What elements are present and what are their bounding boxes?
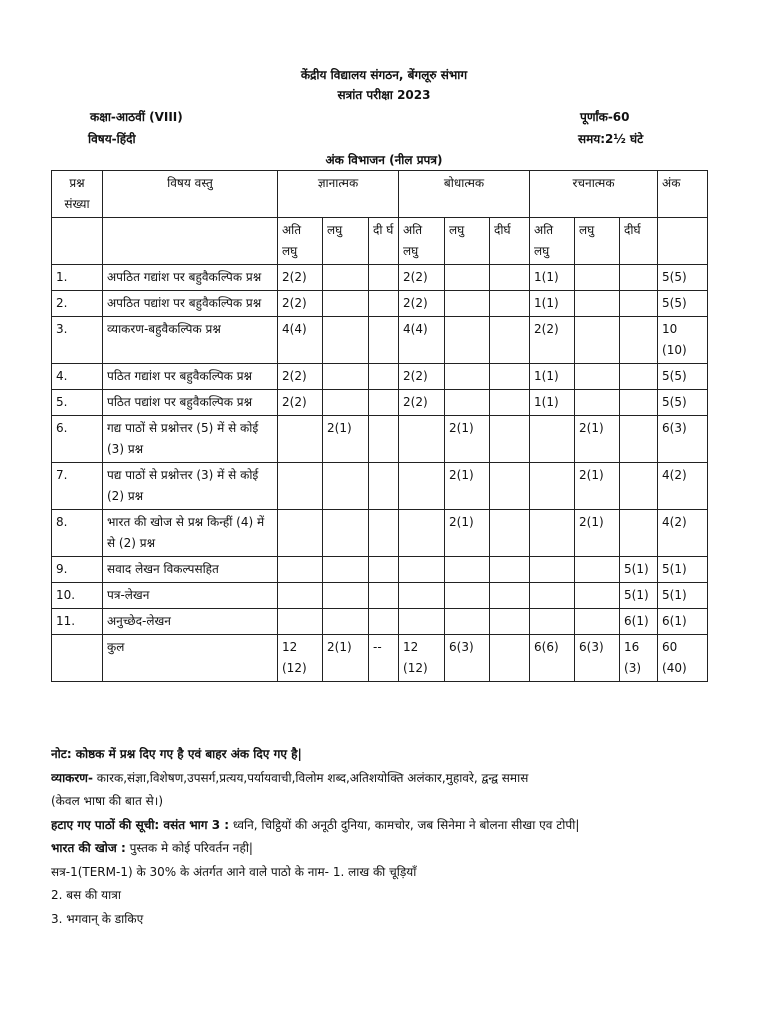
row-marks-cell: [490, 609, 530, 635]
table-row: [52, 291, 708, 317]
subheader-empty: [52, 218, 103, 265]
row-marks-cell: [490, 364, 530, 390]
row-marks-cell: 2(2): [278, 265, 323, 291]
row-marks-cell: [490, 557, 530, 583]
row-marks-cell: 2(2): [399, 364, 445, 390]
row-marks-cell: [530, 510, 575, 557]
row-marks-cell: [490, 583, 530, 609]
row-marks-cell: [369, 463, 399, 510]
row-marks-cell: [323, 557, 369, 583]
row-marks-cell: [278, 557, 323, 583]
row-total-marks: 5(1): [658, 557, 708, 583]
row-marks-cell: [278, 609, 323, 635]
row-total-marks: 10 (10): [658, 317, 708, 364]
row-number: 1.: [52, 265, 103, 291]
row-number: 3.: [52, 317, 103, 364]
row-number: 9.: [52, 557, 103, 583]
row-number: 4.: [52, 364, 103, 390]
header-creative: रचनात्मक: [530, 171, 658, 218]
row-content: पत्र-लेखन: [103, 583, 278, 609]
row-marks-cell: 2(1): [445, 416, 490, 463]
row-marks-cell: [490, 463, 530, 510]
row-marks-cell: [445, 583, 490, 609]
subheader-ati-laghu: अति लघु: [278, 218, 323, 265]
row-marks-cell: [530, 557, 575, 583]
row-marks-cell: [278, 583, 323, 609]
row-marks-cell: [278, 510, 323, 557]
row-marks-cell: [369, 317, 399, 364]
row-marks-cell: 2(1): [575, 510, 620, 557]
removed-line: [51, 816, 751, 840]
row-marks-cell: 6(1): [620, 609, 658, 635]
subheader-laghu: लघु: [445, 218, 490, 265]
table-header-row: [52, 171, 708, 218]
grammar-line: [51, 769, 751, 793]
row-marks-cell: [620, 265, 658, 291]
row-total-marks: 6(1): [658, 609, 708, 635]
row-marks-cell: [445, 291, 490, 317]
term-line: सत्र-1(TERM-1) के 30% के अंतर्गत आने वाले पाठो के नाम- 1. लाख की चूड़ियाँ: [51, 864, 417, 879]
row-marks-cell: [323, 390, 369, 416]
term-item-2: 2. बस की यात्रा: [51, 888, 121, 902]
row-marks-cell: [575, 291, 620, 317]
row-number: 5.: [52, 390, 103, 416]
row-marks-cell: 6(3): [575, 635, 620, 682]
row-marks-cell: [490, 510, 530, 557]
row-marks-cell: [399, 557, 445, 583]
table-row: [52, 635, 708, 682]
row-number: 10.: [52, 583, 103, 609]
row-marks-cell: 4(4): [278, 317, 323, 364]
row-marks-cell: [445, 364, 490, 390]
row-content: गद्य पाठों से प्रश्नोत्तर (5) में से कोई (3) प्रश्न: [103, 416, 278, 463]
row-marks-cell: 2(1): [323, 416, 369, 463]
removed-label: हटाए गए पाठों की सूची: वसंत भाग 3 :: [51, 817, 230, 832]
row-content: व्याकरण-बहुवैकल्पिक प्रश्न: [103, 317, 278, 364]
row-content: भारत की खोज से प्रश्न किन्हीं (4) में से (2) प्रश्न: [103, 510, 278, 557]
table-row: [52, 364, 708, 390]
bharat-label: भारत की खोज :: [51, 841, 126, 855]
subheader-empty: [103, 218, 278, 265]
row-marks-cell: [369, 510, 399, 557]
table-subheader-row: [52, 218, 708, 265]
row-marks-cell: [575, 609, 620, 635]
row-marks-cell: [620, 317, 658, 364]
row-total-marks: 4(2): [658, 510, 708, 557]
row-marks-cell: [620, 416, 658, 463]
row-marks-cell: [369, 265, 399, 291]
row-marks-cell: [445, 609, 490, 635]
row-number: 2.: [52, 291, 103, 317]
row-total-marks: 5(1): [658, 583, 708, 609]
table-row: [52, 265, 708, 291]
grammar-text: कारक,संज्ञा,विशेषण,उपसर्ग,प्रत्यय,पर्यायवाची,विलोम शब्द,अतिशयोक्ति अलंकार,मुहावरे, द्वन्द्व समास: [92, 770, 529, 785]
header-knowledge: ज्ञानात्मक: [278, 171, 399, 218]
row-marks-cell: 2(2): [399, 291, 445, 317]
row-marks-cell: 16 (3): [620, 635, 658, 682]
row-marks-cell: 1(1): [530, 265, 575, 291]
row-content: पठित गद्यांश पर बहुवैकल्पिक प्रश्न: [103, 364, 278, 390]
row-marks-cell: 2(1): [575, 416, 620, 463]
row-content: पद्य पाठों से प्रश्नोत्तर (3) में से कोई (2) प्रश्न: [103, 463, 278, 510]
row-marks-cell: [490, 416, 530, 463]
row-marks-cell: 6(3): [445, 635, 490, 682]
row-marks-cell: [620, 463, 658, 510]
row-marks-cell: [369, 291, 399, 317]
row-marks-cell: [530, 463, 575, 510]
row-marks-cell: [575, 390, 620, 416]
row-marks-cell: [575, 317, 620, 364]
subheader-ati-laghu: अति लघु: [530, 218, 575, 265]
row-marks-cell: [278, 416, 323, 463]
row-marks-cell: [490, 390, 530, 416]
row-marks-cell: [490, 291, 530, 317]
time-label: समय:2½ घंटे: [578, 132, 644, 146]
row-total-marks: 5(5): [658, 291, 708, 317]
table-row: [52, 557, 708, 583]
row-content: अपठित गद्यांश पर बहुवैकल्पिक प्रश्न: [103, 265, 278, 291]
row-marks-cell: [369, 364, 399, 390]
row-content: अपठित पद्यांश पर बहुवैकल्पिक प्रश्न: [103, 291, 278, 317]
table-caption: अंक विभाजन (नील प्रपत्र): [325, 153, 443, 167]
row-marks-cell: 1(1): [530, 390, 575, 416]
header-question-no: प्रश्न संख्या: [52, 171, 103, 218]
row-marks-cell: 2(2): [278, 291, 323, 317]
subheader-dirgh: दी र्घ: [369, 218, 399, 265]
row-marks-cell: [399, 609, 445, 635]
table-row: [52, 609, 708, 635]
row-number: 6.: [52, 416, 103, 463]
row-marks-cell: 5(1): [620, 583, 658, 609]
removed-text: ध्वनि, चिट्ठियों की अनूठी दुनिया, कामचोर, जब सिनेमा ने बोलना सीखा एव टोपी|: [229, 817, 580, 832]
row-marks-cell: [399, 510, 445, 557]
row-content: कुल: [103, 635, 278, 682]
row-marks-cell: [323, 317, 369, 364]
row-marks-cell: [323, 583, 369, 609]
row-marks-cell: [445, 390, 490, 416]
row-number: 7.: [52, 463, 103, 510]
header-understanding: बोधात्मक: [399, 171, 530, 218]
table-row: [52, 416, 708, 463]
row-marks-cell: [445, 317, 490, 364]
row-marks-cell: 12 (12): [399, 635, 445, 682]
row-number: [52, 635, 103, 682]
row-marks-cell: [399, 416, 445, 463]
table-row: [52, 583, 708, 609]
row-marks-cell: 2(1): [445, 463, 490, 510]
table-row: [52, 317, 708, 364]
row-marks-cell: [620, 390, 658, 416]
row-marks-cell: [620, 510, 658, 557]
class-label: कक्षा-आठवीं (VIII): [90, 110, 183, 124]
row-marks-cell: [278, 463, 323, 510]
row-marks-cell: [575, 364, 620, 390]
table-row: [52, 510, 708, 557]
row-marks-cell: [530, 609, 575, 635]
subject-label: विषय-हिंदी: [88, 132, 136, 146]
row-total-marks: 6(3): [658, 416, 708, 463]
row-marks-cell: 2(2): [278, 390, 323, 416]
bharat-text: पुस्तक मे कोई परिवर्तन नही|: [125, 841, 253, 855]
row-total-marks: 5(5): [658, 390, 708, 416]
row-marks-cell: [369, 557, 399, 583]
row-marks-cell: 5(1): [620, 557, 658, 583]
row-total-marks: 5(5): [658, 265, 708, 291]
row-marks-cell: [369, 416, 399, 463]
row-marks-cell: [575, 583, 620, 609]
row-marks-cell: [399, 583, 445, 609]
row-marks-cell: 2(2): [399, 265, 445, 291]
row-marks-cell: 12 (12): [278, 635, 323, 682]
row-total-marks: 5(5): [658, 364, 708, 390]
note-line: नोट: कोष्ठक में प्रश्न दिए गए है एवं बाहर अंक दिए गए है|: [51, 747, 302, 761]
row-marks-cell: [323, 463, 369, 510]
row-marks-cell: [369, 583, 399, 609]
row-marks-cell: [490, 265, 530, 291]
row-marks-cell: [490, 317, 530, 364]
row-marks-cell: 2(2): [278, 364, 323, 390]
row-marks-cell: [323, 364, 369, 390]
bharat-line: [51, 839, 751, 863]
subheader-empty: [658, 218, 708, 265]
row-marks-cell: 2(1): [445, 510, 490, 557]
org-title: केंद्रीय विद्यालय संगठन, बेंगलूरु संभाग: [300, 68, 468, 82]
marks-label: पूर्णांक-60: [580, 110, 630, 124]
table-row: [52, 463, 708, 510]
row-marks-cell: [530, 583, 575, 609]
subheader-laghu: लघु: [323, 218, 369, 265]
row-marks-cell: 2(2): [530, 317, 575, 364]
row-marks-cell: [575, 557, 620, 583]
exam-title: सत्रांत परीक्षा 2023: [337, 88, 431, 102]
row-marks-cell: [369, 390, 399, 416]
row-marks-cell: [445, 557, 490, 583]
row-marks-cell: [530, 416, 575, 463]
row-marks-cell: 1(1): [530, 291, 575, 317]
subheader-ati-laghu: अति लघु: [399, 218, 445, 265]
row-marks-cell: [323, 291, 369, 317]
row-marks-cell: [490, 635, 530, 682]
row-marks-cell: [399, 463, 445, 510]
row-marks-cell: 4(4): [399, 317, 445, 364]
subheader-laghu: लघु: [575, 218, 620, 265]
header-content: विषय वस्तु: [103, 171, 278, 218]
row-marks-cell: --: [369, 635, 399, 682]
row-marks-cell: 6(6): [530, 635, 575, 682]
row-total-marks: 4(2): [658, 463, 708, 510]
subheader-dirgh: दीर्घ: [620, 218, 658, 265]
row-marks-cell: [369, 609, 399, 635]
grammar-label: व्याकरण-: [51, 770, 93, 785]
row-marks-cell: 1(1): [530, 364, 575, 390]
row-content: पठित पद्यांश पर बहुवैकल्पिक प्रश्न: [103, 390, 278, 416]
row-marks-cell: [575, 265, 620, 291]
row-number: 11.: [52, 609, 103, 635]
row-marks-cell: 2(1): [575, 463, 620, 510]
row-content: सवाद लेखन विकल्पसहित: [103, 557, 278, 583]
subheader-dirgh: दीर्घ: [490, 218, 530, 265]
row-marks-cell: 2(2): [399, 390, 445, 416]
row-total-marks: 60 (40): [658, 635, 708, 682]
row-marks-cell: 2(1): [323, 635, 369, 682]
grammar-note: (केवल भाषा की बात से।): [51, 794, 164, 808]
row-marks-cell: [323, 265, 369, 291]
table-row: [52, 390, 708, 416]
row-marks-cell: [323, 609, 369, 635]
row-marks-cell: [620, 364, 658, 390]
row-marks-cell: [620, 291, 658, 317]
header-marks: अंक: [658, 171, 708, 218]
row-content: अनुच्छेद-लेखन: [103, 609, 278, 635]
row-marks-cell: [323, 510, 369, 557]
term-item-3: 3. भगवान् के डाकिए: [51, 911, 144, 926]
table-body: [52, 171, 708, 682]
row-number: 8.: [52, 510, 103, 557]
row-marks-cell: [445, 265, 490, 291]
notes-section: [51, 745, 751, 933]
marks-distribution-table: [51, 170, 708, 682]
